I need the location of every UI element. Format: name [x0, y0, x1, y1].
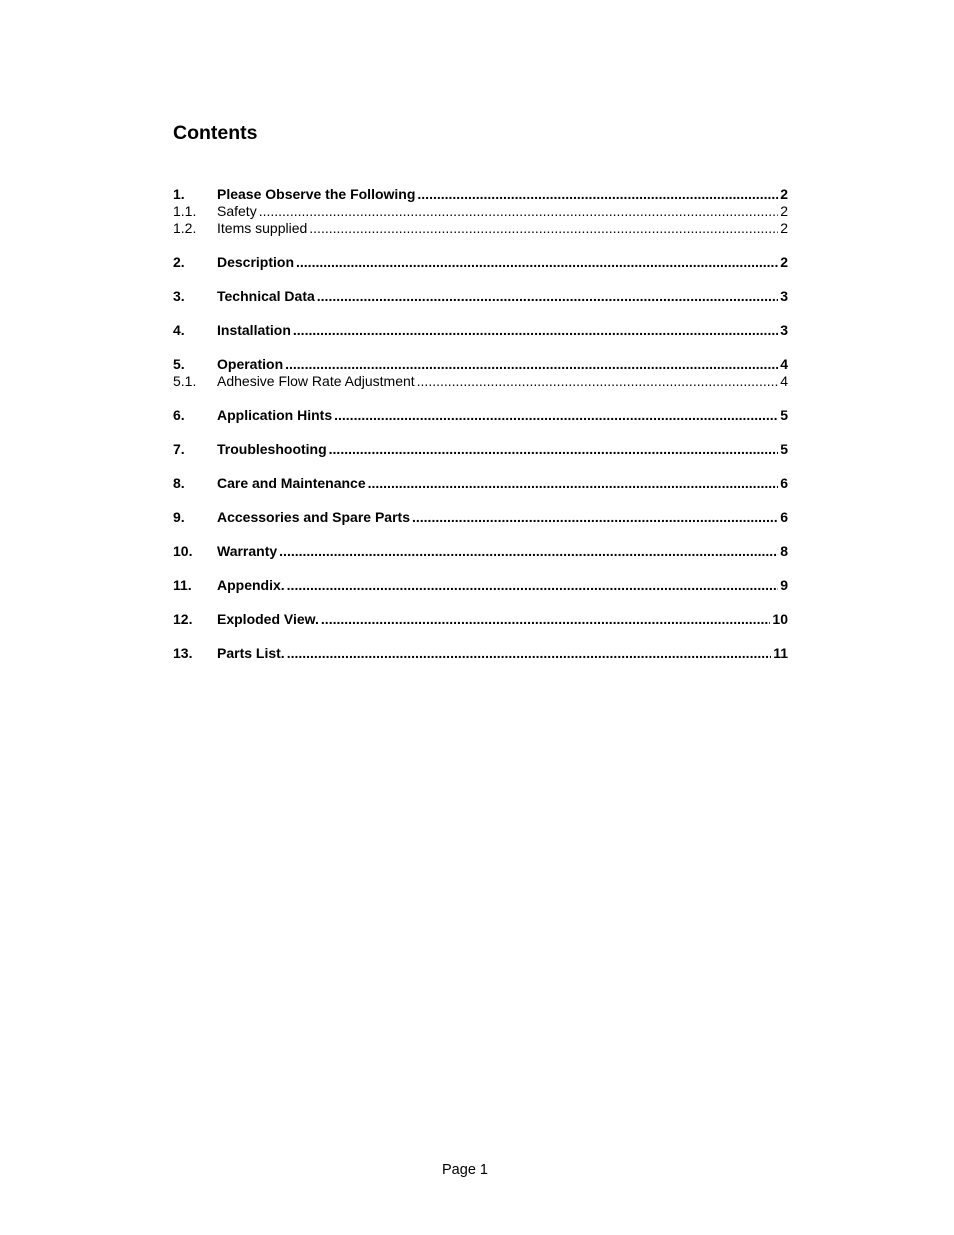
toc-label: Care and Maintenance — [217, 475, 366, 491]
toc-label: Accessories and Spare Parts — [217, 509, 410, 525]
toc-label: Appendix. — [217, 577, 285, 593]
toc-page-number: 4 — [780, 356, 788, 372]
toc-entry-11[interactable] — [173, 577, 788, 594]
toc-leader — [309, 220, 778, 237]
toc-leader — [334, 407, 778, 424]
toc-entry-8[interactable] — [173, 475, 788, 492]
toc-number: 1.1. — [173, 203, 197, 219]
toc-page-number: 2 — [780, 186, 788, 202]
toc-page-number: 3 — [780, 322, 788, 338]
toc-label: Technical Data — [217, 288, 315, 304]
toc-label: Description — [217, 254, 295, 270]
toc-leader — [321, 611, 771, 628]
toc-page-number: 2 — [780, 254, 788, 270]
toc-page-number: 4 — [780, 373, 788, 389]
toc-entry-2[interactable] — [173, 254, 788, 271]
toc-entry-1[interactable] — [173, 186, 788, 203]
toc-page-number: 2 — [780, 203, 788, 219]
table-of-contents — [173, 186, 788, 662]
toc-entry-6[interactable] — [173, 407, 788, 424]
toc-entry-9[interactable] — [173, 509, 788, 526]
toc-page-number: 3 — [780, 288, 788, 304]
toc-leader — [293, 322, 778, 339]
toc-entry-7[interactable] — [173, 441, 788, 458]
toc-label: Exploded View. — [217, 611, 319, 627]
toc-leader — [317, 288, 778, 305]
toc-page-number: 8 — [780, 543, 788, 559]
toc-page-number: 2 — [780, 220, 788, 236]
toc-entry-5-1[interactable] — [173, 373, 788, 390]
toc-number: 2. — [173, 254, 185, 270]
toc-number: 4. — [173, 322, 185, 338]
toc-leader — [368, 475, 779, 492]
toc-number: 6. — [173, 407, 185, 423]
toc-number: 10. — [173, 543, 193, 559]
toc-leader — [287, 577, 779, 594]
toc-entry-1-1[interactable] — [173, 203, 788, 220]
toc-number: 3. — [173, 288, 185, 304]
toc-number: 1.2. — [173, 220, 197, 236]
toc-leader — [412, 509, 778, 526]
toc-label: Troubleshooting — [217, 441, 327, 457]
toc-leader — [285, 356, 778, 373]
toc-label: Please Observe the Following — [217, 186, 416, 202]
toc-leader — [287, 645, 771, 662]
toc-entry-5[interactable] — [173, 356, 788, 373]
toc-page-number: 5 — [780, 407, 788, 423]
toc-number: 9. — [173, 509, 185, 525]
page-footer: Page 1 — [442, 1162, 488, 1178]
toc-leader — [417, 186, 778, 203]
toc-entry-4[interactable] — [173, 322, 788, 339]
toc-number: 12. — [173, 611, 193, 627]
toc-leader — [417, 373, 779, 390]
toc-number: 1. — [173, 186, 185, 202]
toc-leader — [259, 203, 779, 220]
toc-label: Application Hints — [217, 407, 333, 423]
toc-entry-13[interactable] — [173, 645, 788, 662]
toc-label: Operation — [217, 356, 284, 372]
toc-label: Parts List. — [217, 645, 285, 661]
toc-entry-1-2[interactable] — [173, 220, 788, 237]
toc-number: 7. — [173, 441, 185, 457]
toc-label: Warranty — [217, 543, 278, 559]
toc-number: 5.1. — [173, 373, 197, 389]
toc-page-number: 9 — [780, 577, 788, 593]
toc-label: Items supplied — [217, 220, 308, 236]
toc-page-number: 11 — [773, 645, 788, 661]
toc-entry-10[interactable] — [173, 543, 788, 560]
toc-number: 11. — [173, 577, 192, 593]
toc-leader — [279, 543, 778, 560]
toc-number: 13. — [173, 645, 193, 661]
toc-page-number: 6 — [780, 475, 788, 491]
toc-page-number: 10 — [772, 611, 788, 627]
toc-label: Installation — [217, 322, 291, 338]
toc-page-number: 5 — [780, 441, 788, 457]
toc-entry-3[interactable] — [173, 288, 788, 305]
toc-label: Adhesive Flow Rate Adjustment — [217, 373, 415, 389]
toc-leader — [329, 441, 779, 458]
page-title: Contents — [173, 122, 258, 144]
toc-entry-12[interactable] — [173, 611, 788, 628]
toc-label: Safety — [217, 203, 257, 219]
toc-leader — [296, 254, 778, 271]
toc-number: 8. — [173, 475, 185, 491]
toc-number: 5. — [173, 356, 185, 372]
toc-page-number: 6 — [780, 509, 788, 525]
